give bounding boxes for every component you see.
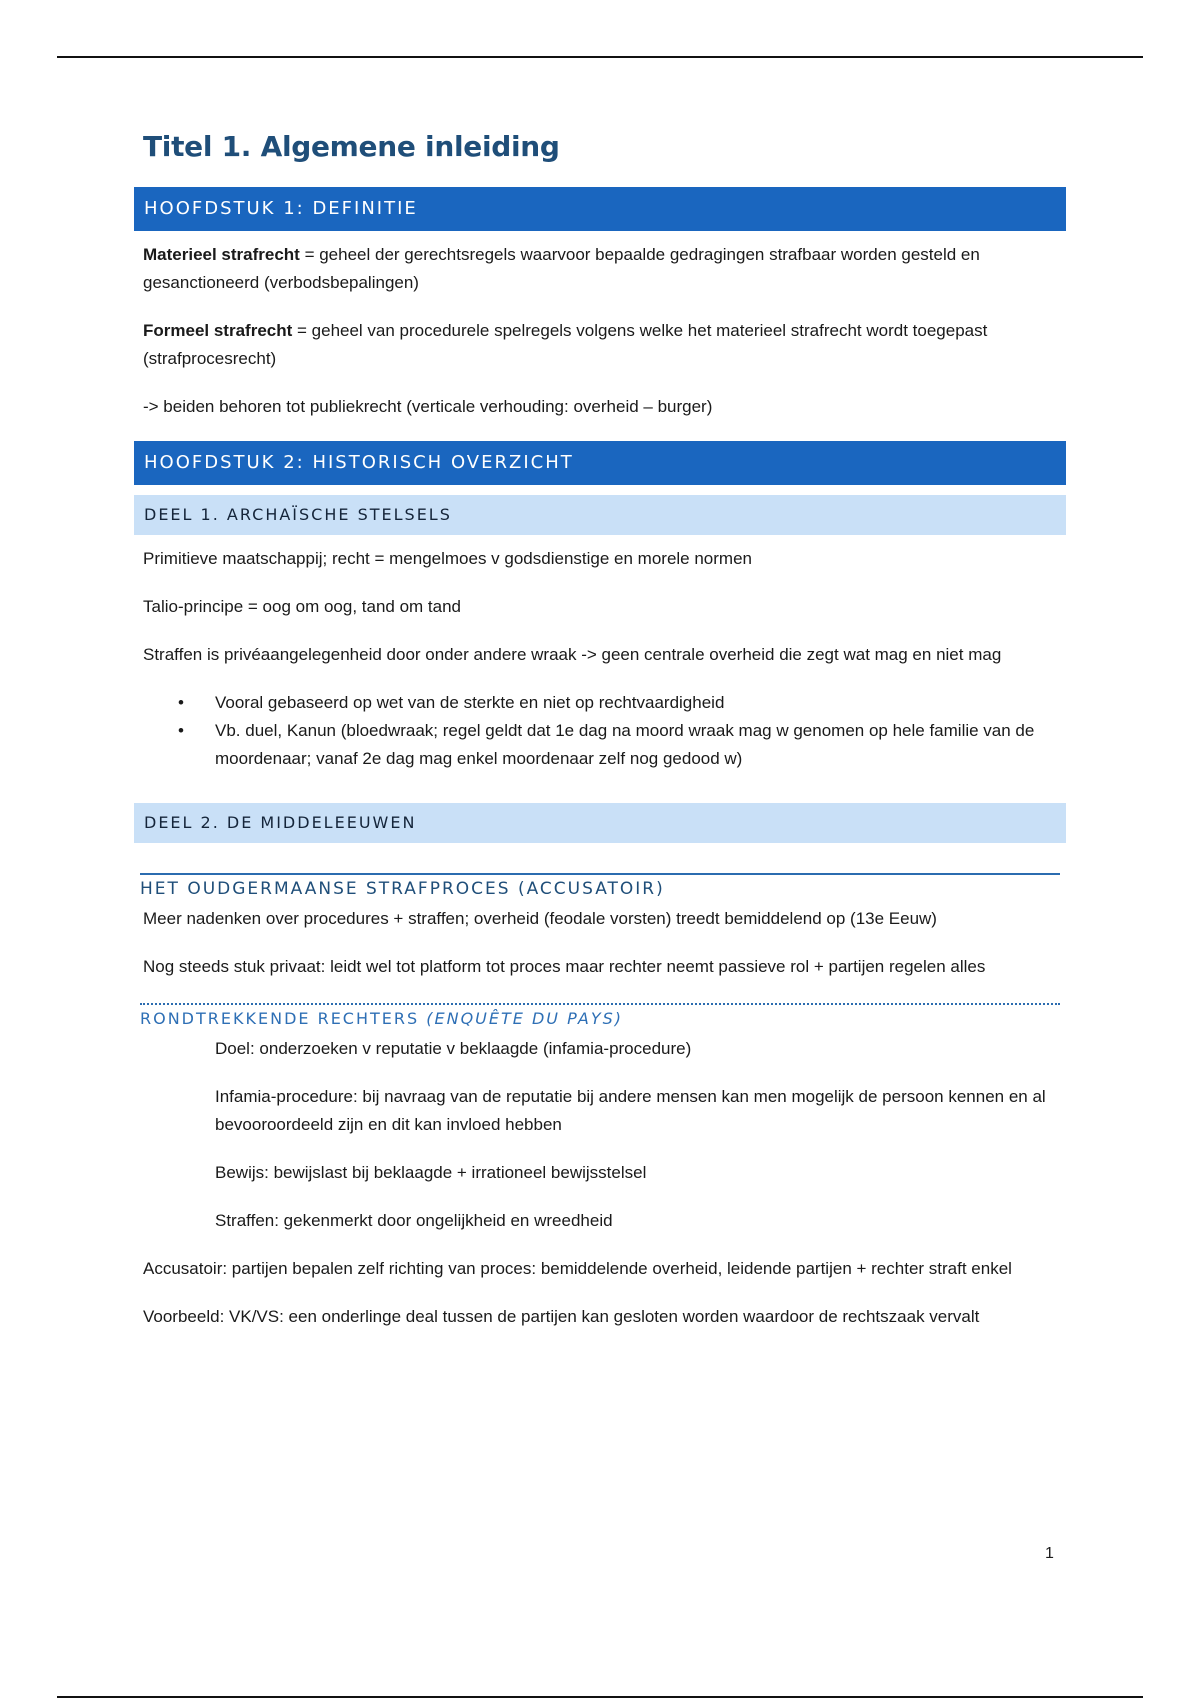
paragraph-primitieve: Primitieve maatschappij; recht = mengelmoes v godsdienstige en morele normen — [143, 549, 752, 568]
subheading-rondtrekkende: RONDTREKKENDE RECHTERS (ENQUÊTE DU PAYS) — [140, 1003, 1060, 1029]
page-title: Titel 1. Algemene inleiding — [143, 130, 560, 163]
top-rule — [57, 56, 1143, 58]
paragraph-privaat: Nog steeds stuk privaat: leidt wel tot platform tot proces maar rechter neemt passieve rol + partijen regelen alles — [143, 957, 986, 976]
chapter-2-heading: HOOFDSTUK 2: HISTORISCH OVERZICHT — [134, 441, 1066, 485]
list-item: • Vooral gebaseerd op wet van de sterkte en niet op rechtvaardigheid — [178, 693, 725, 712]
list-item: • Vb. duel, Kanun (bloedwraak; regel geldt dat 1e dag na moord wraak mag w genomen op hele familie van de moordenaar; vanaf 2e dag mag enkel moordenaar zelf nog gedood w) — [178, 721, 1035, 768]
paragraph-talio: Talio-principe = oog om oog, tand om tand — [143, 597, 462, 616]
paragraph-accusatoir: Accusatoir: partijen bepalen zelf richting van proces: bemiddelende overheid, leidende partijen + rechter straft enkel — [143, 1259, 1012, 1278]
document-page — [134, 130, 1066, 1331]
indented-block — [134, 1035, 1066, 1235]
item-doel: Doel: onderzoeken v reputatie v beklaagde (infamia-procedure) — [215, 1039, 692, 1058]
paragraph-straffen: Straffen is privéaangelegenheid door onder andere wraak -> geen centrale overheid die zegt wat mag en niet mag — [143, 645, 1002, 664]
term-formeel: Formeel strafrecht — [143, 321, 293, 340]
chapter-1-heading: HOOFDSTUK 1: DEFINITIE — [134, 187, 1066, 231]
paragraph-procedures: Meer nadenken over procedures + straffen; overheid (feodale vorsten) treedt bemiddelend op (13e Eeuw) — [143, 909, 937, 928]
deel-2-heading: DEEL 2. DE MIDDELEEUWEN — [134, 803, 1066, 843]
bullet-list — [134, 689, 1066, 773]
paragraph-publiekrecht: -> beiden behoren tot publiekrecht (verticale verhouding: overheid – burger) — [143, 397, 713, 416]
page-number: 1 — [1045, 1545, 1054, 1562]
deel-1-heading: DEEL 1. ARCHAÏSCHE STELSELS — [134, 495, 1066, 535]
bottom-rule — [57, 1696, 1143, 1698]
term-materieel: Materieel strafrecht — [143, 245, 300, 264]
item-straffen: Straffen: gekenmerkt door ongelijkheid en wreedheid — [215, 1211, 613, 1230]
subheading-oudgermaanse: HET OUDGERMAANSE STRAFPROCES (ACCUSATOIR) — [140, 873, 1060, 899]
paragraph-voorbeeld: Voorbeeld: VK/VS: een onderlinge deal tussen de partijen kan gesloten worden waardoor de rechtszaak vervalt — [143, 1307, 980, 1326]
paragraph-formeel: Formeel strafrecht = geheel van procedurele spelregels volgens welke het materieel strafrecht wordt toegepast (strafprocesrecht) — [143, 321, 988, 368]
item-bewijs: Bewijs: bewijslast bij beklaagde + irrationeel bewijsstelsel — [215, 1163, 647, 1182]
paragraph-materieel: Materieel strafrecht = geheel der gerechtsregels waarvoor bepaalde gedragingen strafbaar worden gesteld en gesanctioneerd (verbodsbepalingen) — [143, 245, 980, 292]
item-infamia: Infamia-procedure: bij navraag van de reputatie bij andere mensen kan men mogelijk de persoon kennen en al bevooroordeeld zijn en dit kan invloed hebben — [215, 1087, 1046, 1134]
